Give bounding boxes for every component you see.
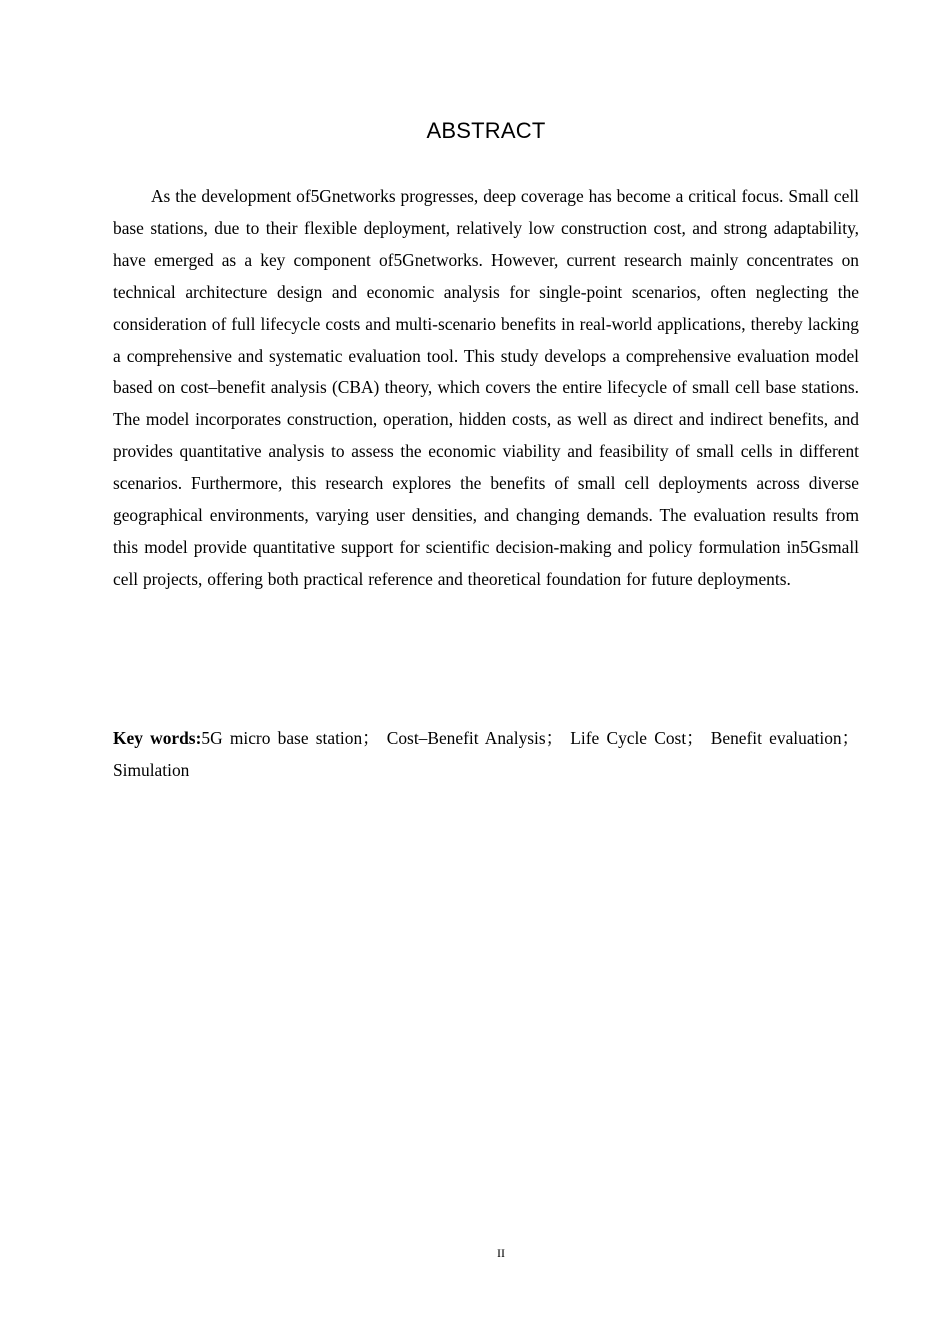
abstract-title: ABSTRACT <box>426 118 546 143</box>
abstract-body: As the development of5Gnetworks progresses, deep coverage has become a critical focus. Small cell base stations, due to their flexible deployment, relatively low construction cost, and strong adaptability, have emerged as a key component of5Gnetworks. However, current research mainly concentrates on technical architecture design and economic analysis for single-point scenarios, often neglecting the consideration of full lifecycle costs and multi-scenario benefits in real-world applications, thereby lacking a comprehensive and systematic evaluation tool. This study develops a comprehensive evaluation model based on cost–benefit analysis (CBA) theory, which covers the entire lifecycle of small cell base stations. The model incorporates construction, operation, hidden costs, as well as direct and indirect benefits, and provides quantitative analysis to assess the economic viability and feasibility of small cells in different scenarios. Furthermore, this research explores the benefits of small cell deployments across diverse geographical environments, varying user densities, and changing demands. The evaluation results from this model provide quantitative support for scientific decision-making and policy formulation in5Gsmall cell projects, offering both practical reference and theoretical foundation for future deployments. <box>113 186 859 589</box>
keywords-label: Key words: <box>113 728 202 748</box>
keywords-list: 5G micro base station； Cost–Benefit Analysis； Life Cycle Cost； Benefit evaluation； Simulation <box>113 728 859 780</box>
keywords-paragraph <box>113 723 859 787</box>
page-number: II <box>497 1246 505 1260</box>
